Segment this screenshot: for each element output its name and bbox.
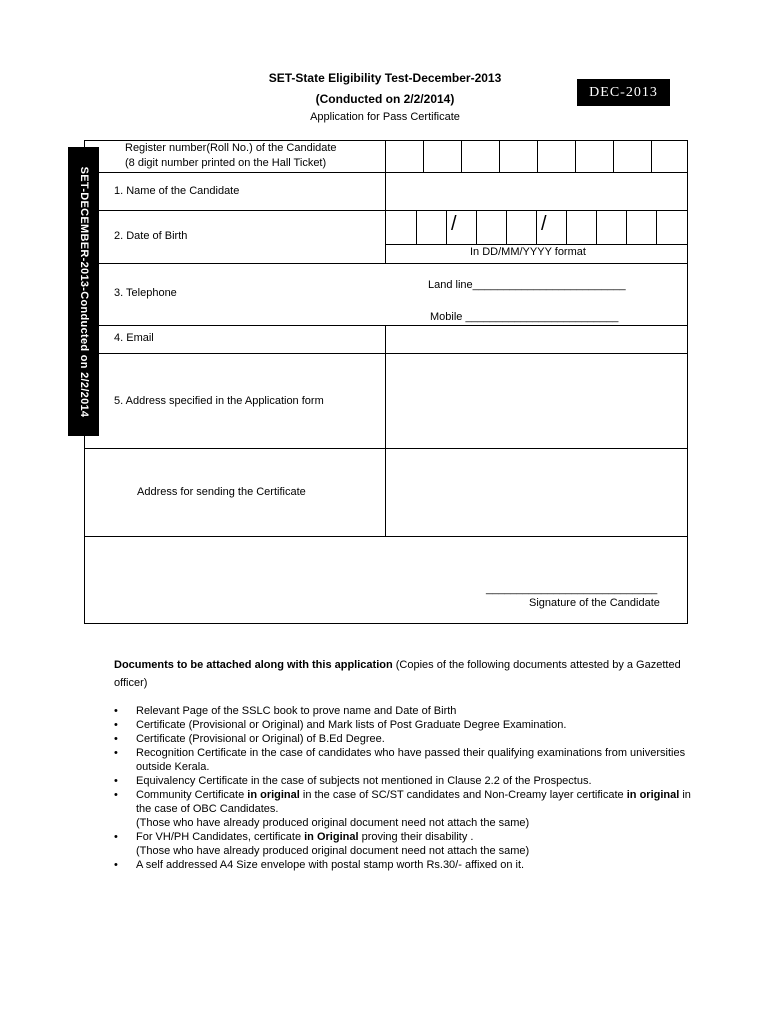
register-number-label: Register number(Roll No.) of the Candidate (125, 142, 337, 154)
list-item: • Community Certificate in original in the case of SC/ST candidates and Non-Creamy layer certificate in original in the case of OBC Candidates. (Those who have already produced original document need not attach the same) (114, 789, 691, 829)
dob-label: 2. Date of Birth (114, 230, 188, 242)
form-title: SET-State Eligibility Test-December-2013 (268, 71, 502, 85)
documents-intro (114, 656, 684, 692)
telephone-label: 3. Telephone (114, 287, 177, 299)
documents-heading-note: (Copies of the following documents attested by a Gazetted officer) (114, 659, 681, 689)
bullet-icon: • (114, 719, 118, 731)
bullet-icon: • (114, 775, 118, 787)
name-label: 1. Name of the Candidate (114, 185, 240, 197)
sending-address-label: Address for sending the Certificate (137, 486, 306, 498)
bullet-icon: • (114, 789, 118, 801)
conducted-date: (Conducted on 2/2/2014) (315, 92, 455, 106)
bullet-icon: • (114, 831, 118, 843)
application-form (84, 140, 688, 624)
form-subtitle: Application for Pass Certificate (310, 111, 460, 123)
bullet-icon: • (114, 705, 118, 717)
documents-heading: Documents to be attached along with this application (114, 659, 393, 671)
signature-line: ____________________________ (486, 583, 658, 595)
bullet-icon: • (114, 747, 118, 759)
landline-field: Land line_________________________ (428, 279, 626, 291)
list-item: • Relevant Page of the SSLC book to prove name and Date of Birth (114, 705, 457, 717)
dec-2013-stamp: DEC-2013 (577, 79, 670, 106)
dob-format-hint: In DD/MM/YYYY format (470, 246, 586, 258)
dob-separator-2: / (541, 213, 547, 235)
application-address-label: 5. Address specified in the Application form (114, 395, 324, 407)
bullet-icon: • (114, 859, 118, 871)
signature-label: Signature of the Candidate (529, 597, 660, 609)
side-banner (68, 147, 99, 436)
list-item: • Equivalency Certificate in the case of subjects not mentioned in Clause 2.2 of the Prospectus. (114, 775, 592, 787)
register-number-hint: (8 digit number printed on the Hall Ticket) (125, 157, 327, 169)
bullet-icon: • (114, 733, 118, 745)
list-item: • For VH/PH Candidates, certificate in Original proving their disability . (Those who have already produced original document need not attach the same) (114, 831, 530, 857)
list-item: • A self addressed A4 Size envelope with postal stamp worth Rs.30/- affixed on it. (114, 859, 525, 871)
side-banner-text: SET-DECEMBER-2013-Conducted on 2/2/2014 (77, 166, 90, 417)
dob-separator-1: / (451, 213, 457, 235)
list-item: • Certificate (Provisional or Original) of B.Ed Degree. (114, 733, 385, 745)
list-item: • Recognition Certificate in the case of candidates who have passed their qualifying examinations from universities outside Kerala. (114, 747, 686, 773)
mobile-field: Mobile _________________________ (430, 311, 619, 323)
documents-list (114, 704, 694, 872)
list-item: • Certificate (Provisional or Original) and Mark lists of Post Graduate Degree Examination. (114, 719, 567, 731)
email-label: 4. Email (114, 332, 154, 344)
